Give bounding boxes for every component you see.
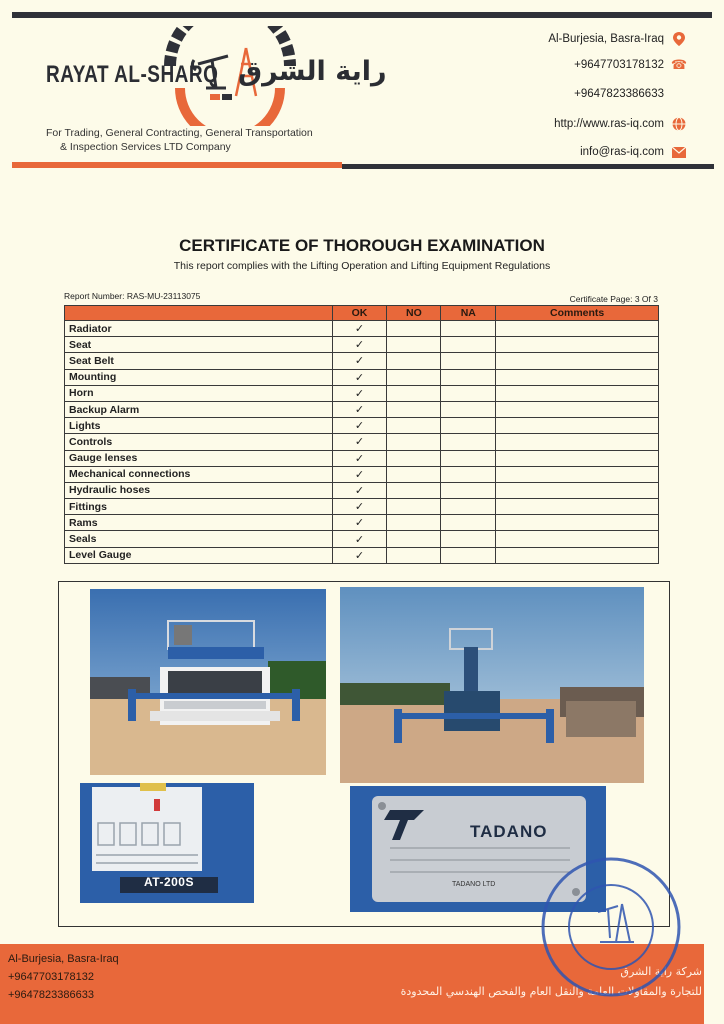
row-na-cell bbox=[441, 450, 496, 466]
table-row bbox=[65, 418, 659, 434]
table-row bbox=[65, 466, 659, 482]
report-number: Report Number: RAS-MU-23113075 bbox=[64, 291, 201, 301]
table-header-row bbox=[65, 306, 659, 321]
row-item-label: Controls bbox=[65, 434, 333, 450]
row-na-cell bbox=[441, 337, 496, 353]
contact-phone-2: +9647823386633 bbox=[574, 88, 664, 100]
row-item-label: Seals bbox=[65, 531, 333, 547]
row-item-label: Rams bbox=[65, 515, 333, 531]
contact-address: Al-Burjesia, Basra-Iraq bbox=[548, 32, 686, 46]
row-na-cell bbox=[441, 482, 496, 498]
footer-arabic-line-2: للتجارة والمقاولات العامة والنقل العام والفحص الهندسي المحدودة bbox=[400, 985, 702, 998]
row-comments-cell bbox=[496, 450, 659, 466]
header-comments: Comments bbox=[496, 306, 659, 321]
row-na-cell bbox=[441, 369, 496, 385]
row-comments-cell bbox=[496, 499, 659, 515]
row-no-cell bbox=[387, 369, 441, 385]
table-row bbox=[65, 385, 659, 401]
row-no-cell bbox=[387, 418, 441, 434]
row-comments-cell bbox=[496, 401, 659, 417]
inspection-table bbox=[64, 305, 659, 564]
row-no-cell bbox=[387, 450, 441, 466]
row-ok-check: ✓ bbox=[332, 401, 387, 417]
row-item-label: Level Gauge bbox=[65, 547, 333, 563]
row-item-label: Backup Alarm bbox=[65, 401, 333, 417]
row-item-label: Mounting bbox=[65, 369, 333, 385]
row-na-cell bbox=[441, 434, 496, 450]
table-row bbox=[65, 450, 659, 466]
footer-phone-2: +9647823386633 bbox=[8, 989, 94, 1001]
row-item-label: Seat Belt bbox=[65, 353, 333, 369]
row-comments-cell bbox=[496, 547, 659, 563]
table-row bbox=[65, 547, 659, 563]
footer-phone-1: +9647703178132 bbox=[8, 971, 94, 983]
model-label-text: AT-200S bbox=[144, 875, 194, 889]
row-comments-cell bbox=[496, 353, 659, 369]
row-comments-cell bbox=[496, 385, 659, 401]
row-ok-check: ✓ bbox=[332, 547, 387, 563]
row-ok-check: ✓ bbox=[332, 385, 387, 401]
row-ok-check: ✓ bbox=[332, 515, 387, 531]
row-ok-check: ✓ bbox=[332, 450, 387, 466]
tagline-line-1: For Trading, General Contracting, General Transportation bbox=[46, 127, 313, 139]
row-ok-check: ✓ bbox=[332, 353, 387, 369]
row-item-label: Gauge lenses bbox=[65, 450, 333, 466]
row-no-cell bbox=[387, 434, 441, 450]
table-row bbox=[65, 369, 659, 385]
row-no-cell bbox=[387, 515, 441, 531]
row-ok-check: ✓ bbox=[332, 466, 387, 482]
row-na-cell bbox=[441, 401, 496, 417]
plate-small-text: TADANO LTD bbox=[452, 881, 496, 888]
row-no-cell bbox=[387, 385, 441, 401]
row-item-label: Lights bbox=[65, 418, 333, 434]
row-na-cell bbox=[441, 547, 496, 563]
row-item-label: Horn bbox=[65, 385, 333, 401]
brand-label-text: TADANO bbox=[470, 822, 548, 841]
row-item-label: Mechanical connections bbox=[65, 466, 333, 482]
row-comments-cell bbox=[496, 531, 659, 547]
row-ok-check: ✓ bbox=[332, 499, 387, 515]
row-comments-cell bbox=[496, 482, 659, 498]
table-row bbox=[65, 515, 659, 531]
row-no-cell bbox=[387, 337, 441, 353]
phone-icon: ☎ bbox=[670, 57, 688, 72]
header-na: NA bbox=[441, 306, 496, 321]
row-na-cell bbox=[441, 385, 496, 401]
mail-icon bbox=[672, 145, 686, 159]
footer-arabic-line-1: شركة راية الشرق bbox=[620, 965, 702, 978]
row-na-cell bbox=[441, 466, 496, 482]
document-subtitle: This report complies with the Lifting Operation and Lifting Equipment Regulations bbox=[173, 260, 551, 272]
table-row bbox=[65, 531, 659, 547]
table-row bbox=[65, 337, 659, 353]
row-no-cell bbox=[387, 321, 441, 337]
row-na-cell bbox=[441, 418, 496, 434]
header-ok: OK bbox=[332, 306, 387, 321]
contact-email: info@ras-iq.com bbox=[580, 145, 686, 159]
row-no-cell bbox=[387, 547, 441, 563]
row-item-label: Hydraulic hoses bbox=[65, 482, 333, 498]
row-ok-check: ✓ bbox=[332, 369, 387, 385]
tagline-line-2: & Inspection Services LTD Company bbox=[60, 141, 231, 153]
row-na-cell bbox=[441, 531, 496, 547]
row-na-cell bbox=[441, 499, 496, 515]
contact-phone-1: +9647703178132 ☎ bbox=[574, 57, 688, 72]
header-bottom-stripe-dark bbox=[342, 164, 714, 169]
location-pin-icon bbox=[672, 32, 686, 46]
document-title: CERTIFICATE OF THOROUGH EXAMINATION bbox=[179, 236, 545, 255]
header-bottom-stripe-orange bbox=[12, 162, 342, 168]
table-row bbox=[65, 321, 659, 337]
row-comments-cell bbox=[496, 418, 659, 434]
row-ok-check: ✓ bbox=[332, 321, 387, 337]
row-comments-cell bbox=[496, 466, 659, 482]
row-na-cell bbox=[441, 321, 496, 337]
row-no-cell bbox=[387, 499, 441, 515]
row-no-cell bbox=[387, 531, 441, 547]
certificate-page: Certificate Page: 3 Of 3 bbox=[569, 294, 658, 304]
logo-text-en: RAYAT AL-SHARQ bbox=[46, 62, 219, 89]
row-no-cell bbox=[387, 466, 441, 482]
row-no-cell bbox=[387, 401, 441, 417]
row-no-cell bbox=[387, 482, 441, 498]
header-top-stripe bbox=[12, 12, 712, 18]
table-row bbox=[65, 353, 659, 369]
table-row bbox=[65, 401, 659, 417]
row-comments-cell bbox=[496, 369, 659, 385]
row-na-cell bbox=[441, 353, 496, 369]
table-row bbox=[65, 499, 659, 515]
company-stamp bbox=[538, 854, 684, 1000]
logo-text-ar: راية الشرق bbox=[238, 56, 387, 87]
photo-truck-front bbox=[90, 589, 326, 775]
row-comments-cell bbox=[496, 434, 659, 450]
row-item-label: Seat bbox=[65, 337, 333, 353]
header-no: NO bbox=[387, 306, 441, 321]
row-ok-check: ✓ bbox=[332, 418, 387, 434]
table-row bbox=[65, 482, 659, 498]
table-row bbox=[65, 434, 659, 450]
row-comments-cell bbox=[496, 337, 659, 353]
header-item bbox=[65, 306, 333, 321]
row-item-label: Fittings bbox=[65, 499, 333, 515]
row-ok-check: ✓ bbox=[332, 482, 387, 498]
row-comments-cell bbox=[496, 321, 659, 337]
globe-icon bbox=[672, 117, 686, 131]
row-ok-check: ✓ bbox=[332, 434, 387, 450]
contact-website: http://www.ras-iq.com bbox=[554, 117, 686, 131]
company-tagline bbox=[46, 126, 313, 154]
row-comments-cell bbox=[496, 515, 659, 531]
row-no-cell bbox=[387, 353, 441, 369]
row-ok-check: ✓ bbox=[332, 531, 387, 547]
row-item-label: Radiator bbox=[65, 321, 333, 337]
footer-address: Al-Burjesia, Basra-Iraq bbox=[8, 953, 119, 965]
photo-truck-rear bbox=[340, 587, 644, 783]
row-na-cell bbox=[441, 515, 496, 531]
row-ok-check: ✓ bbox=[332, 337, 387, 353]
